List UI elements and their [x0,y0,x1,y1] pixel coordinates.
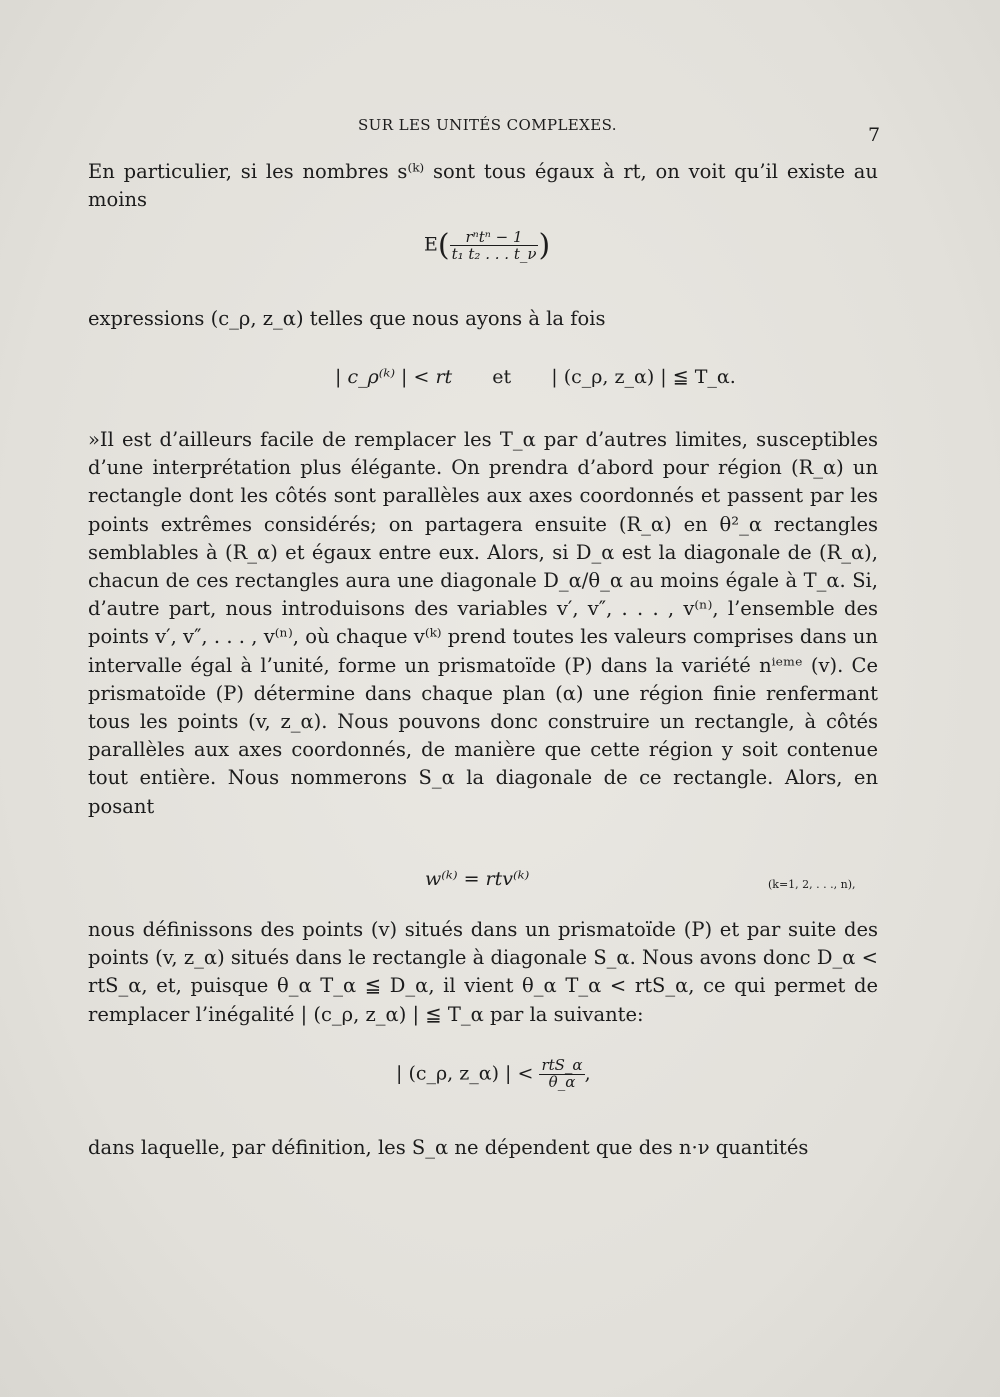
eq2-connector: et [492,366,512,388]
eq4-suffix: , [584,1062,591,1085]
paragraph-5-text: dans laquelle, par définition, les S_α ne dépendent que des n·ν quantités [88,1136,809,1159]
eq1-numerator: rⁿtⁿ − 1 [450,229,539,247]
equation-4 [396,1058,591,1091]
running-head: SUR LES UNITÉS COMPLEXES. [358,116,617,134]
page-header [0,116,1000,146]
eq4-numerator: rtS_α [541,1056,583,1074]
equation-1: E( $\frac{\text{rⁿtⁿ − 1}}{\text{t₁ t₂ . . . t\_ν}}$ ) [424,227,551,263]
paragraph-4-text: nous définissons des points (v) situés dans un prismatoïde (P) et par suite des points (v, z_α) situés dans le rectangle à diagonale S_α. Nous avons donc D_α < rtS_α, et, puisque θ_α T_α ≦ D_α, il vient θ_α T_α < rtS_α, ce qui permet de remplacer l’inégalité | (c_ρ, z_α) | ≦ T_α par la suivante: [88,918,878,1026]
paragraph-3 [88,426,878,821]
paragraph-1-text: En particulier, si les nombres s⁽ᵏ⁾ sont tous égaux à rt, on voit qu’il existe au moins [88,160,878,212]
eq2-left: | c_ρ⁽ᵏ⁾ | < rt [335,366,453,388]
paragraph-3-text: »Il est d’ailleurs facile de remplacer les T_α par d’autres limites, susceptibles d’une interprétation plus élégante. On prendra d’abord pour région (R_α) un rectangle dont les côtés sont parallèles aux axes coordonnés et passent par les points extrêmes considérés; on partagera ensuite (R_α) en θ²_α rectangles semblables à (R_α) et égaux entre eux. Alors, si D_α est la diagonale de (R_α), chacun de ces rectangles aura une diagonale D_α/θ_α au moins égale à T_α. Si, d’autre part, nous introduisons des variables v′, v″, . . . , v⁽ⁿ⁾, l’ensemble des points v′, v″, . . . , v⁽ⁿ⁾, où chaque v⁽ᵏ⁾ prend toutes les valeurs comprises dans un intervalle égal à l’unité, forme un prismatoïde (P) dans la variété nⁱᵉᵐᵉ (v). Ce prismatoïde (P) détermine dans chaque plan (α) une région finie renfermant tous les points (v, z_α). Nous pouvons donc construire un rectangle, à côtés parallèles aux axes coordonnés, de manière que cette région y soit contenue tout entière. Nous nommerons S_α la diagonale de ce rectangle. Alors, en posant [88,428,878,818]
eq3-formula: w⁽ᵏ⁾ = rtv⁽ᵏ⁾ [425,868,530,890]
eq1-prefix: E [424,233,438,256]
eq1-denominator: t₁ t₂ . . . t_ν [451,245,537,263]
eq2-right: | (c_ρ, z_α) | ≦ T_α. [551,366,736,388]
paragraph-2-text: expressions (c_ρ, z_α) telles que nous ayons à la fois [88,307,606,330]
paragraph-5 [88,1134,878,1162]
page-number: 7 [868,124,881,146]
paragraph-1 [88,158,878,214]
eq4-denominator: θ_α [548,1072,576,1091]
equation-3-condition: (k=1, 2, . . ., n), [768,878,856,891]
equation-2 [335,366,736,388]
paragraph-2 [88,305,878,333]
equation-3 [425,868,529,890]
eq4-left: | (c_ρ, z_α) | < [396,1062,534,1085]
paragraph-4 [88,916,878,1029]
